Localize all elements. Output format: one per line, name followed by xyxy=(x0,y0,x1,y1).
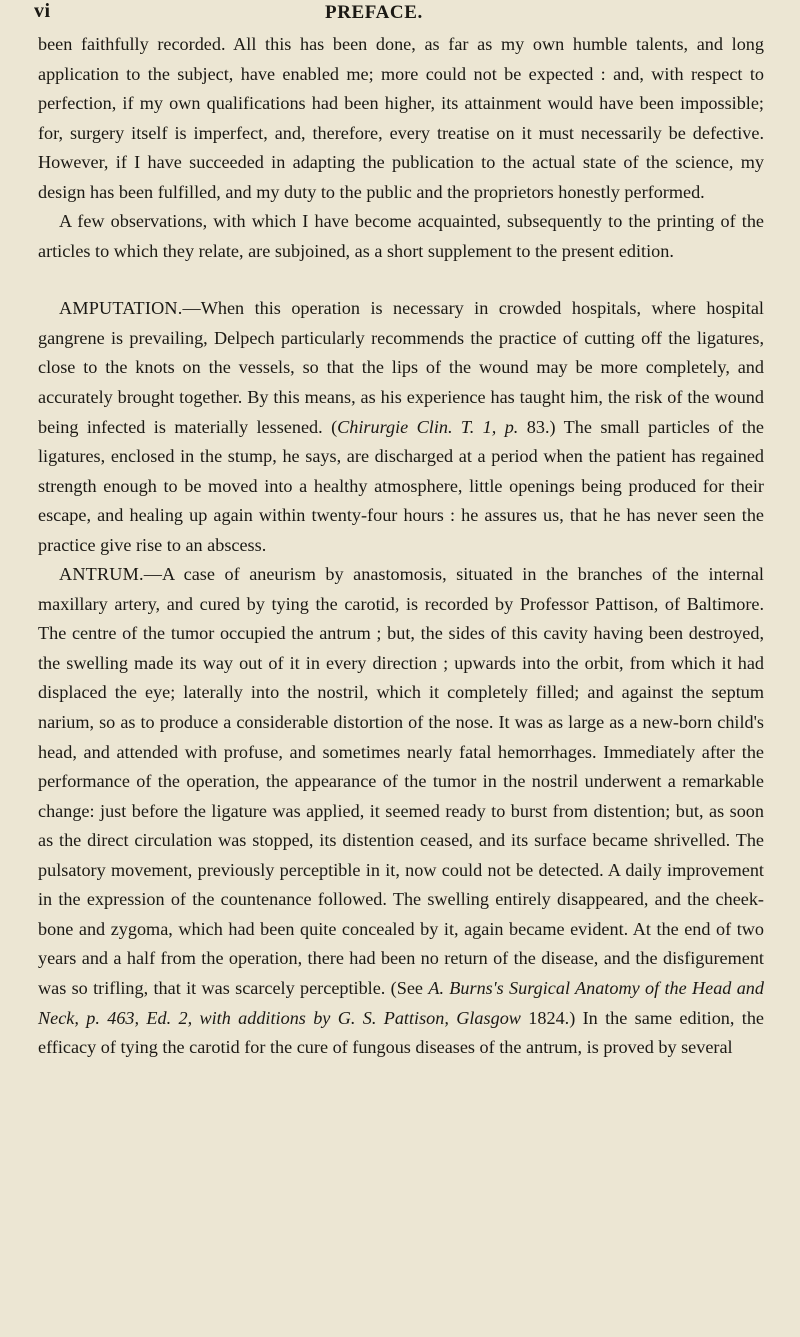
paragraph-text: —A case of aneurism by anastomosis, situated in the branches of the internal maxillary artery, and cured by tying the carotid, is recorded by Professor Pattison, of Baltimore. The centre of the tumor occupied the antrum ; but, the sides of this cavity having been destroyed, the swelling made its way out of it in every direction ; upwards into the orbit, from which it had displaced the eye; laterally into the nostril, which it completely filled; and against the septum narium, so as to produce a considerable distortion of the nose. It was as large as a new-born child's head, and attended with profuse, and sometimes nearly fatal hemorrhages. Immediately after the performance of the operation, the appearance of the tumor in the nostril underwent a remarkable change: just before the ligature was applied, it seemed ready to burst from distention; but, as soon as the direct circulation was stopped, its distention ceased, and its surface became shrivelled. The pulsatory movement, previously perceptible in it, now could not be detected. A daily improvement in the expression of the countenance followed. The swelling entirely disappeared, and the cheek-bone and zygoma, which had been quite concealed by it, again became evident. At the end of two years and a half from the operation, there had been no return of the disease, and the disfigurement was so trifling, that it was scarcely perceptible. (See xyxy=(38,564,764,998)
section-heading-amputation: AMPUTATION. xyxy=(59,298,183,319)
citation: A. Burns's Surgical Anatomy of the Head and Neck, p. 463, Ed. 2, with additions by G. S. Pattison, Glasgow xyxy=(38,977,764,1028)
running-head: PREFACE. xyxy=(325,2,423,23)
paragraph-supplement-intro xyxy=(38,207,764,266)
page-number: vi xyxy=(34,0,51,22)
body-text xyxy=(38,30,764,1063)
paragraph-text: been faithfully recorded. All this has been done, as far as my own humble talents, and long application to the subject, have enabled me; more could not be expected : and, with respect to perfection, if my own qualifications had been higher, its attainment would have been impossible; for, surgery itself is imperfect, and, therefore, every treatise on it must necessarily be defective. However, if I have succeeded in adapting the publication to the actual state of the science, my design has been fulfilled, and my duty to the public and the proprietors honestly performed. xyxy=(38,34,764,202)
paragraph-text: —When this operation is necessary in crowded hospitals, where hospital gangrene is prevailing, Delpech particularly recommends the practice of cutting off the ligatures, close to the knots on the vessels, so that the lips of the wound may be more completely, and accurately brought together. By this means, as his experience has taught him, the risk of the wound being infected is materially lessened. ( xyxy=(38,298,764,437)
paragraph-text: 83.) The small particles of the ligatures, enclosed in the stump, he says, are discharged at a period when the patient has regained strength enough to be moved into a healthy atmosphere, little openings being produced for their escape, and healing up again within twenty-four hours : he assures us, that he has never seen the practice give rise to an abscess. xyxy=(38,416,764,555)
paragraph-amputation xyxy=(38,294,764,560)
paragraph-continuation xyxy=(38,30,764,207)
paragraph-text: 1824.) In the same edition, the efficacy of tying the carotid for the cure of fungous diseases of the antrum, is proved by several xyxy=(38,1007,765,1058)
paragraph-antrum xyxy=(38,560,764,1062)
paragraph-text: A few observations, with which I have become acquainted, subsequently to the printing of the articles to which they relate, are subjoined, as a short supplement to the present edition. xyxy=(38,211,764,261)
section-heading-antrum: ANTRUM. xyxy=(59,564,144,585)
citation: Chirurgie Clin. T. 1, p. xyxy=(337,416,519,437)
page-header xyxy=(34,0,766,30)
